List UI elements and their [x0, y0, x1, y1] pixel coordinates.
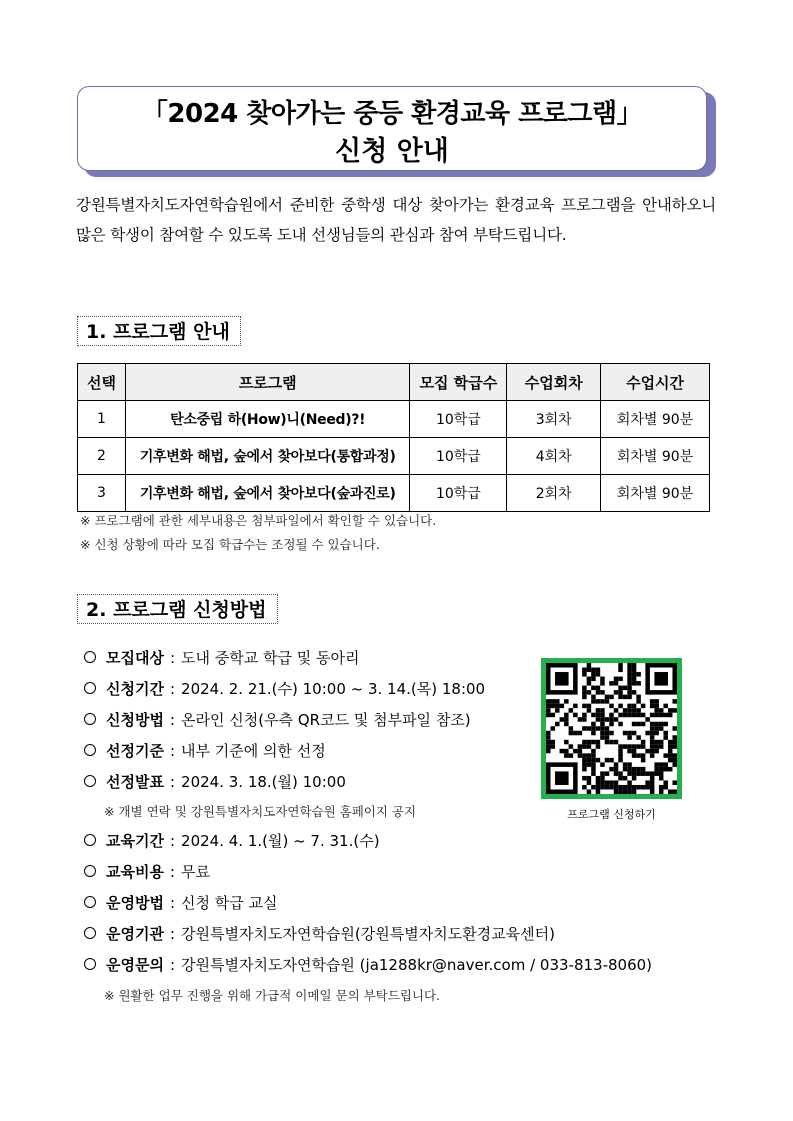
cell-classes: 10학급: [410, 475, 507, 512]
cell-select: 3: [78, 475, 126, 512]
table-note-details: ※ 프로그램에 관한 세부내용은 첨부파일에서 확인할 수 있습니다.: [80, 513, 437, 528]
header-classes: 모집 학급수: [410, 364, 507, 401]
info-item: 선정기준 : 내부 기준에 의한 선정: [84, 739, 326, 763]
table-row: [78, 438, 710, 475]
intro-paragraph: 강원특별자치도자연학습원에서 준비한 중학생 대상 찾아가는 환경교육 프로그램을 안내하오니 많은 학생이 참여할 수 있도록 도내 선생님들의 관심과 참여 부탁드립니다.: [76, 196, 716, 244]
table-row: [78, 401, 710, 438]
circle-bullet-icon: [84, 682, 96, 694]
info-item: 교육기간 : 2024. 4. 1.(월) ~ 7. 31.(수): [84, 829, 380, 853]
cell-sessions: 3회차: [507, 401, 601, 438]
circle-bullet-icon: [84, 958, 96, 970]
cell-classes: 10학급: [410, 401, 507, 438]
cell-time: 회차별 90분: [601, 475, 710, 512]
cell-program: 탄소중립 하(How)니(Need)?!: [125, 401, 410, 438]
cell-select: 2: [78, 438, 126, 475]
program-table: [77, 363, 710, 512]
table-header-row: [78, 364, 710, 401]
section2-heading: 2. 프로그램 신청방법: [77, 594, 278, 624]
header-sessions: 수업회차: [507, 364, 601, 401]
qr-code-icon: [546, 663, 677, 794]
page-subtitle: 신청 안내: [335, 136, 449, 167]
circle-bullet-icon: [84, 744, 96, 756]
header-program: 프로그램: [125, 364, 410, 401]
contact-note: ※ 원활한 업무 진행을 위해 가급적 이메일 문의 부탁드립니다.: [104, 988, 441, 1003]
info-item: 모집대상 : 도내 중학교 학급 및 동아리: [84, 646, 360, 670]
info-item: 운영문의 : 강원특별자치도자연학습원 (ja1288kr@naver.com / 033-813-8060): [84, 953, 652, 977]
cell-time: 회차별 90분: [601, 401, 710, 438]
circle-bullet-icon: [84, 834, 96, 846]
circle-bullet-icon: [84, 896, 96, 908]
table-row: [78, 475, 710, 512]
info-item: 운영방법 : 신청 학급 교실: [84, 891, 278, 915]
announce-note: ※ 개별 연락 및 강원특별자치도자연학습원 홈페이지 공지: [104, 804, 417, 819]
info-item: 신청방법 : 온라인 신청(우측 QR코드 및 첨부파일 참조): [84, 708, 471, 732]
cell-sessions: 2회차: [507, 475, 601, 512]
circle-bullet-icon: [84, 927, 96, 939]
circle-bullet-icon: [84, 865, 96, 877]
cell-program: 기후변화 해법, 숲에서 찾아보다(통합과정): [125, 438, 410, 475]
header-select: 선택: [78, 364, 126, 401]
circle-bullet-icon: [84, 775, 96, 787]
page-title: 「2024 찾아가는 중등 환경교육 프로그램」: [141, 99, 643, 129]
section1-heading: 1. 프로그램 안내: [77, 316, 241, 346]
cell-select: 1: [78, 401, 126, 438]
cell-sessions: 4회차: [507, 438, 601, 475]
title-box: [77, 86, 707, 171]
table-note-adjust: ※ 신청 상황에 따라 모집 학급수는 조정될 수 있습니다.: [80, 537, 380, 552]
qr-caption: 프로그램 신청하기: [567, 808, 656, 821]
circle-bullet-icon: [84, 651, 96, 663]
info-item: 선정발표 : 2024. 3. 18.(월) 10:00: [84, 770, 346, 794]
cell-program: 기후변화 해법, 숲에서 찾아보다(숲과진로): [125, 475, 410, 512]
info-item: 신청기간 : 2024. 2. 21.(수) 10:00 ~ 3. 14.(목) 18:00: [84, 677, 485, 701]
cell-time: 회차별 90분: [601, 438, 710, 475]
header-time: 수업시간: [601, 364, 710, 401]
info-item: 운영기관 : 강원특별자치도자연학습원(강원특별자치도환경교육센터): [84, 922, 555, 946]
qr-code[interactable]: [541, 658, 682, 799]
cell-classes: 10학급: [410, 438, 507, 475]
info-item: 교육비용 : 무료: [84, 860, 210, 884]
circle-bullet-icon: [84, 713, 96, 725]
